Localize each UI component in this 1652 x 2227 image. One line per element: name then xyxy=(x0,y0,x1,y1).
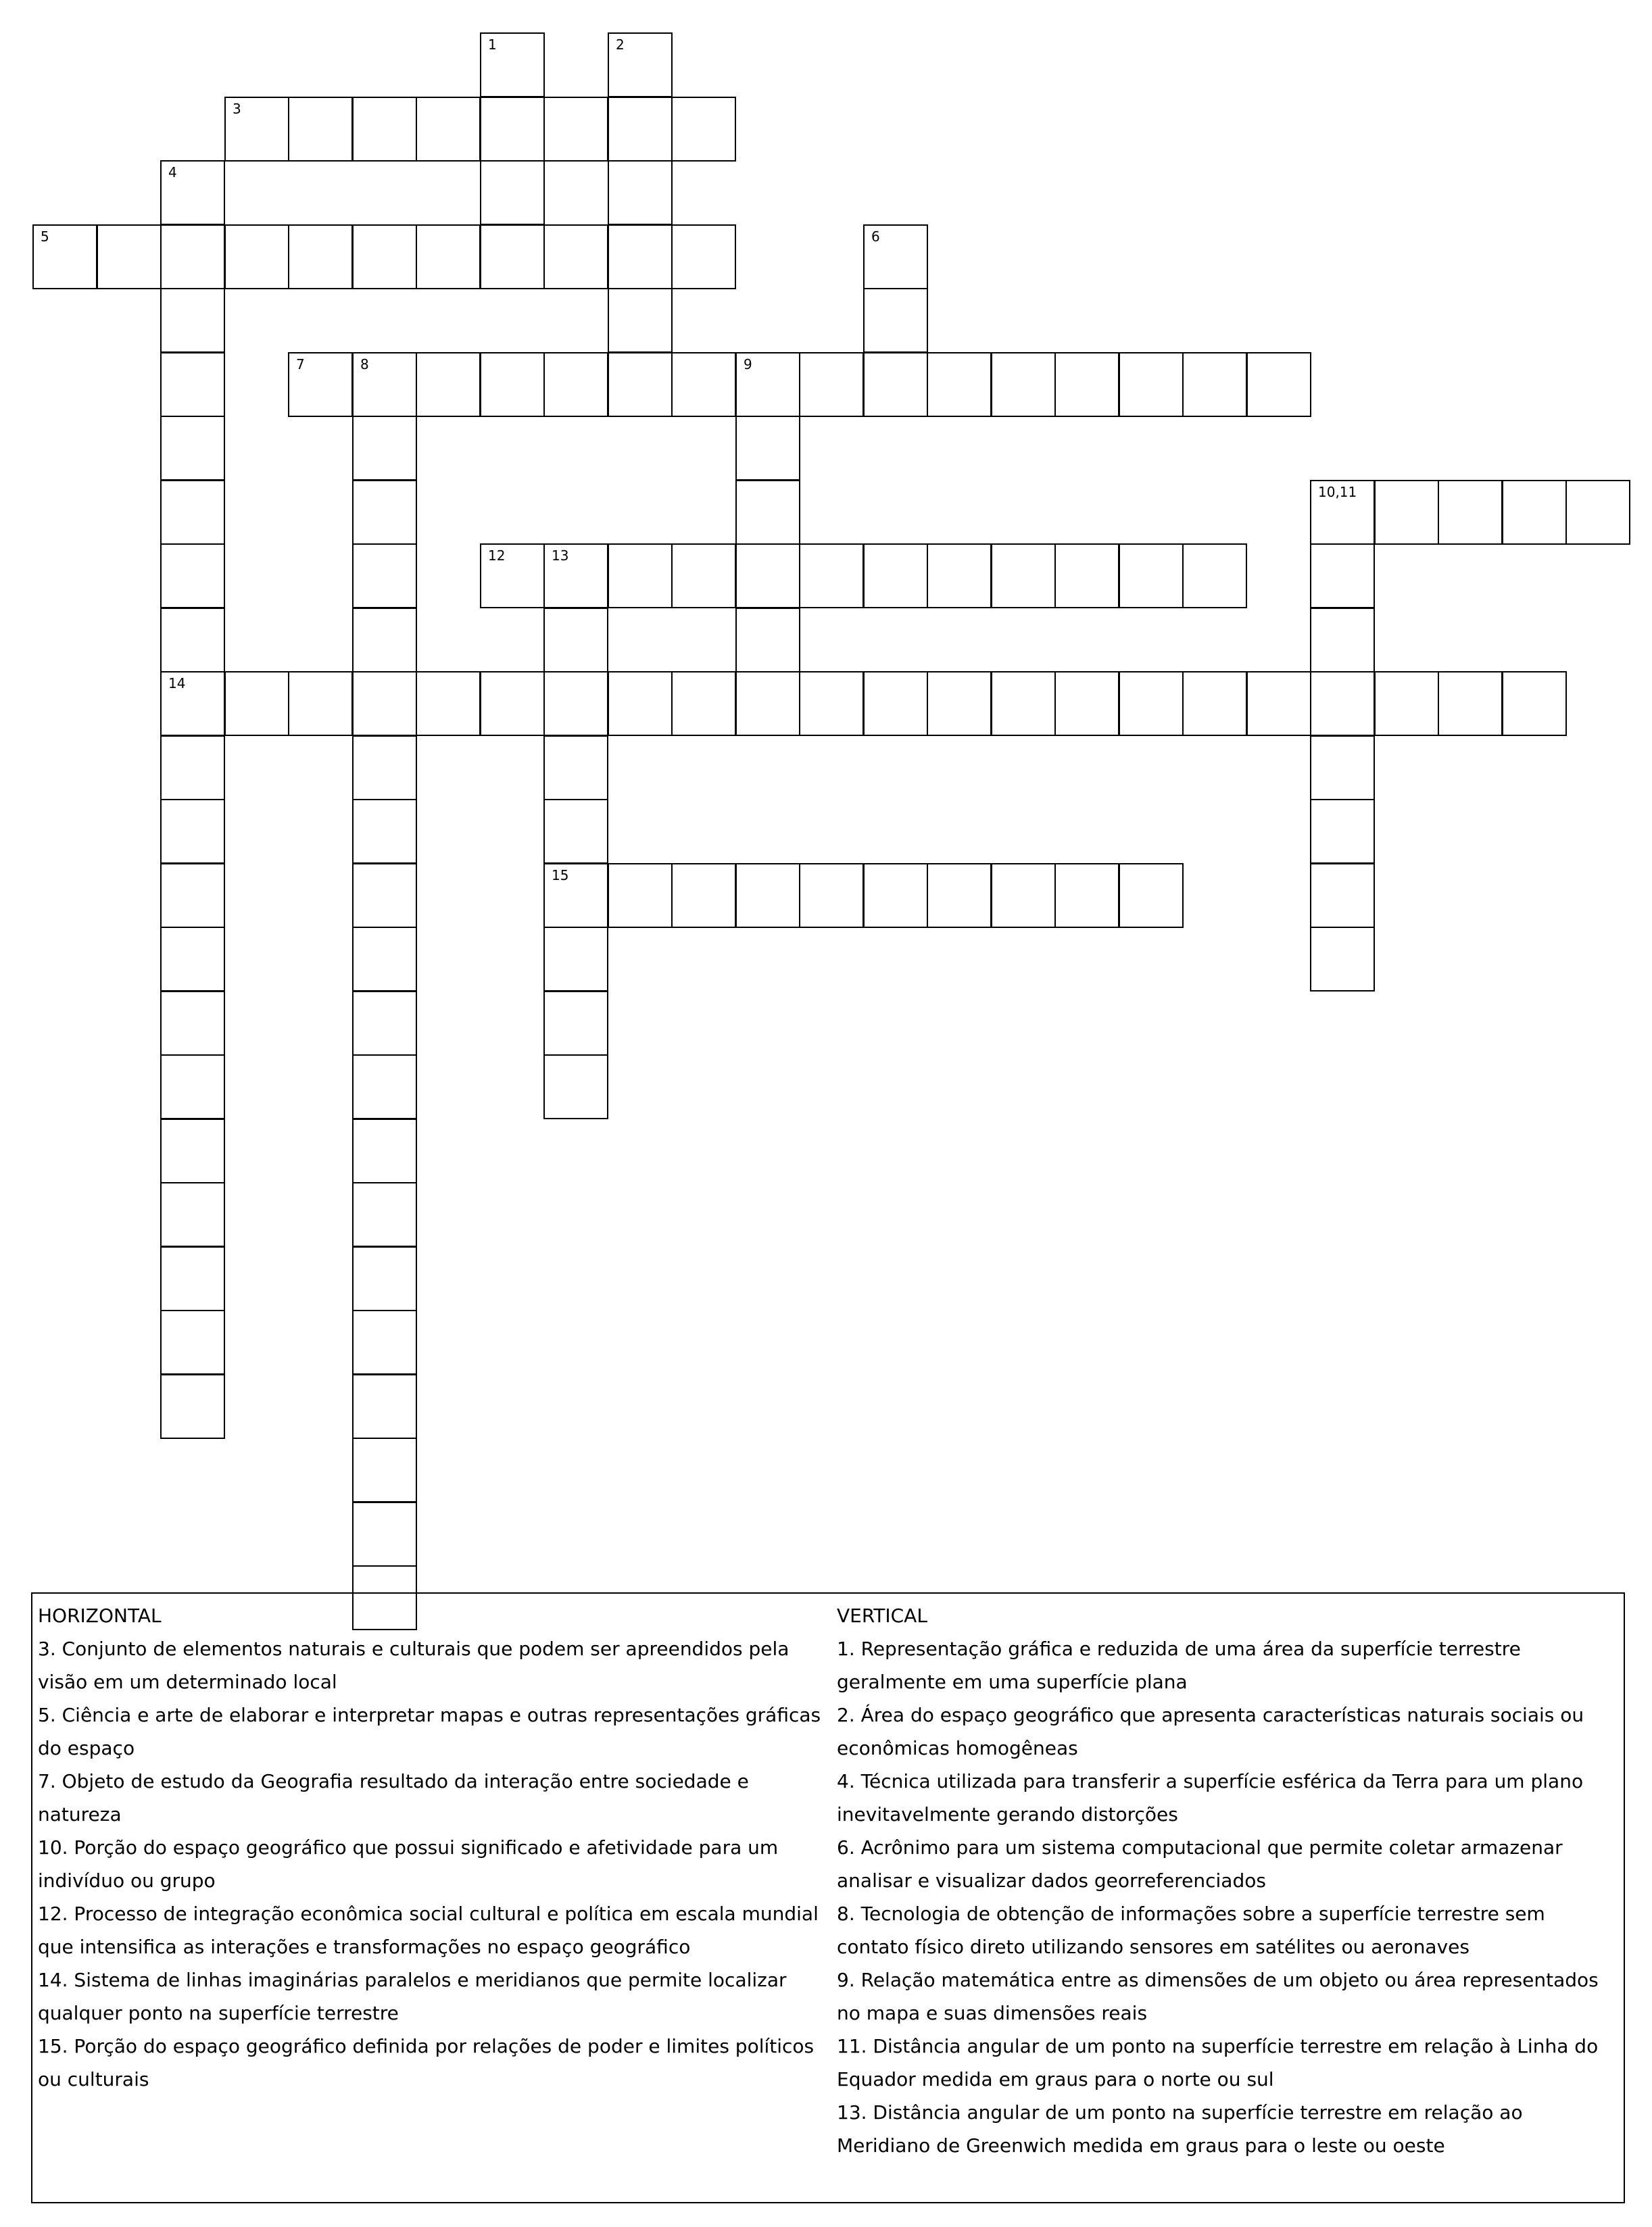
grid-cell[interactable] xyxy=(608,288,673,353)
grid-cell[interactable] xyxy=(160,1054,225,1119)
grid-cell[interactable] xyxy=(352,1246,417,1311)
horizontal-title: HORIZONTAL xyxy=(38,1605,162,1627)
grid-cell[interactable] xyxy=(608,352,673,417)
clue-h-5: 5. Ciência e arte de elaborar e interpretar mapas e outras representações gráficas do espaço xyxy=(38,1704,821,1759)
grid-cell[interactable] xyxy=(927,543,992,608)
grid-cell[interactable] xyxy=(799,863,864,928)
clue-number: 8 xyxy=(360,356,369,372)
grid-cell[interactable] xyxy=(288,97,353,162)
grid-cell[interactable] xyxy=(735,352,800,417)
grid-cell[interactable] xyxy=(1310,671,1375,736)
clues-box xyxy=(31,1592,1625,2203)
grid-cell[interactable] xyxy=(288,352,353,417)
grid-cell[interactable] xyxy=(608,543,673,608)
grid-cell[interactable] xyxy=(352,1310,417,1375)
grid-cell[interactable] xyxy=(1565,480,1630,545)
grid-cell[interactable] xyxy=(160,288,225,353)
grid-cell[interactable] xyxy=(352,1182,417,1247)
grid-cell[interactable] xyxy=(160,1119,225,1183)
grid-cell[interactable] xyxy=(352,1438,417,1502)
grid-cell[interactable] xyxy=(543,991,608,1056)
grid-cell[interactable] xyxy=(1310,863,1375,928)
clue-h-12: 12. Processo de integração econômica social cultural e política em escala mundial que intensifica as interações e transformações no espaço geográfico xyxy=(38,1903,819,1958)
grid-cell[interactable] xyxy=(288,671,353,736)
grid-cell[interactable] xyxy=(97,224,162,289)
clue-v-11: 11. Distância angular de um ponto na superfície terrestre em relação à Linha do Equador medida em graus para o norte ou sul xyxy=(837,2035,1599,2090)
grid-cell[interactable] xyxy=(799,543,864,608)
clue-number: 15 xyxy=(552,867,569,883)
grid-cell[interactable] xyxy=(543,799,608,864)
clue-number: 2 xyxy=(616,36,625,53)
grid-cell[interactable] xyxy=(735,416,800,481)
grid-cell[interactable] xyxy=(1119,543,1184,608)
grid-cell[interactable] xyxy=(480,32,545,97)
grid-cell[interactable] xyxy=(543,352,608,417)
grid-cell[interactable] xyxy=(991,352,1056,417)
grid-cell[interactable] xyxy=(32,224,97,289)
grid-cell[interactable] xyxy=(1119,671,1184,736)
clue-number: 4 xyxy=(168,164,177,180)
grid-cell[interactable] xyxy=(863,352,928,417)
grid-cell[interactable] xyxy=(352,352,417,417)
grid-cell[interactable] xyxy=(416,671,481,736)
grid-cell[interactable] xyxy=(480,97,545,162)
grid-cell[interactable] xyxy=(1502,480,1567,545)
grid-cell[interactable] xyxy=(160,735,225,800)
clue-number: 9 xyxy=(744,356,752,372)
grid-cell[interactable] xyxy=(1182,671,1247,736)
grid-cell[interactable] xyxy=(352,671,417,736)
grid-cell[interactable] xyxy=(1054,543,1119,608)
clue-v-8: 8. Tecnologia de obtenção de informações sobre a superfície terrestre sem contato físico direto utilizando sensores em satélites ou aeronaves xyxy=(837,1903,1545,1958)
grid-cell[interactable] xyxy=(1310,543,1375,608)
grid-cell[interactable] xyxy=(543,927,608,992)
grid-cell[interactable] xyxy=(799,671,864,736)
clue-number: 1 xyxy=(488,36,497,53)
grid-cell[interactable] xyxy=(543,97,608,162)
grid-cell[interactable] xyxy=(160,927,225,992)
grid-cell[interactable] xyxy=(1310,799,1375,864)
clue-v-1: 1. Representação gráfica e reduzida de uma área da superfície terrestre geralmente em uma superfície plana xyxy=(837,1638,1521,1693)
grid-cell[interactable] xyxy=(1310,608,1375,672)
clue-number: 10,11 xyxy=(1318,484,1357,500)
grid-cell[interactable] xyxy=(1310,480,1375,545)
grid-cell[interactable] xyxy=(671,224,736,289)
clue-number: 5 xyxy=(41,228,49,245)
grid-cell[interactable] xyxy=(991,863,1056,928)
grid-cell[interactable] xyxy=(608,160,673,225)
grid-cell[interactable] xyxy=(1054,863,1119,928)
grid-cell[interactable] xyxy=(352,416,417,481)
grid-cell[interactable] xyxy=(1119,863,1184,928)
grid-cell[interactable] xyxy=(352,543,417,608)
grid-cell[interactable] xyxy=(160,991,225,1056)
grid-cell[interactable] xyxy=(735,480,800,545)
grid-cell[interactable] xyxy=(1438,480,1503,545)
grid-cell[interactable] xyxy=(863,543,928,608)
grid-cell[interactable] xyxy=(288,224,353,289)
clue-v-13: 13. Distância angular de um ponto na superfície terrestre em relação ao Meridiano de Greenwich medida em graus para o leste ou oeste xyxy=(837,2101,1523,2157)
clue-number: 12 xyxy=(488,547,506,564)
grid-cell[interactable] xyxy=(352,991,417,1056)
vertical-title: VERTICAL xyxy=(837,1605,927,1627)
grid-cell[interactable] xyxy=(735,863,800,928)
grid-cell[interactable] xyxy=(671,863,736,928)
grid-cell[interactable] xyxy=(608,97,673,162)
vertical-clues-column xyxy=(837,1599,1621,2162)
grid-cell[interactable] xyxy=(480,224,545,289)
grid-cell[interactable] xyxy=(480,352,545,417)
grid-cell[interactable] xyxy=(224,224,289,289)
grid-cell[interactable] xyxy=(352,1502,417,1567)
grid-cell[interactable] xyxy=(416,224,481,289)
grid-cell[interactable] xyxy=(160,160,225,225)
grid-cell[interactable] xyxy=(927,863,992,928)
grid-cell[interactable] xyxy=(416,352,481,417)
grid-cell[interactable] xyxy=(608,671,673,736)
clue-h-14: 14. Sistema de linhas imaginárias paralelos e meridianos que permite localizar qualquer ponto na superfície terrestre xyxy=(38,1969,787,2024)
grid-cell[interactable] xyxy=(352,480,417,545)
grid-cell[interactable] xyxy=(160,1182,225,1247)
grid-cell[interactable] xyxy=(543,1054,608,1119)
grid-cell[interactable] xyxy=(352,1374,417,1439)
grid-cell[interactable] xyxy=(1182,352,1247,417)
grid-cell[interactable] xyxy=(416,97,481,162)
grid-cell[interactable] xyxy=(1246,352,1311,417)
grid-cell[interactable] xyxy=(1502,671,1567,736)
clue-number: 7 xyxy=(296,356,305,372)
clue-v-9: 9. Relação matemática entre as dimensões de um objeto ou área representados no mapa e suas dimensões reais xyxy=(837,1969,1599,2024)
grid-cell[interactable] xyxy=(160,608,225,672)
clue-h-7: 7. Objeto de estudo da Geografia resultado da interação entre sociedade e natureza xyxy=(38,1770,749,1826)
grid-cell[interactable] xyxy=(671,543,736,608)
clue-h-10: 10. Porção do espaço geográfico que possui significado e afetividade para um indivíduo ou grupo xyxy=(38,1836,779,1892)
grid-cell[interactable] xyxy=(160,224,225,289)
grid-cell[interactable] xyxy=(543,735,608,800)
grid-cell[interactable] xyxy=(991,543,1056,608)
grid-cell[interactable] xyxy=(352,927,417,992)
horizontal-clues-column xyxy=(38,1599,829,2096)
grid-cell[interactable] xyxy=(480,671,545,736)
grid-cell[interactable] xyxy=(160,543,225,608)
clue-v-2: 2. Área do espaço geográfico que apresenta características naturais sociais ou econômicas homogêneas xyxy=(837,1704,1584,1759)
grid-cell[interactable] xyxy=(863,288,928,353)
grid-cell[interactable] xyxy=(863,224,928,289)
grid-cell[interactable] xyxy=(160,1374,225,1439)
grid-cell[interactable] xyxy=(160,352,225,417)
grid-cell[interactable] xyxy=(1182,543,1247,608)
grid-cell[interactable] xyxy=(352,799,417,864)
grid-cell[interactable] xyxy=(1054,671,1119,736)
grid-cell[interactable] xyxy=(543,224,608,289)
clue-number: 13 xyxy=(552,547,569,564)
clue-v-4: 4. Técnica utilizada para transferir a superfície esférica da Terra para um plano inevitavelmente gerando distorções xyxy=(837,1770,1584,1826)
grid-cell[interactable] xyxy=(608,32,673,97)
grid-cell[interactable] xyxy=(927,352,992,417)
clue-number: 3 xyxy=(233,101,241,117)
grid-cell[interactable] xyxy=(927,671,992,736)
grid-cell[interactable] xyxy=(863,863,928,928)
grid-cell[interactable] xyxy=(1119,352,1184,417)
grid-cell[interactable] xyxy=(480,160,545,225)
clue-v-6: 6. Acrônimo para um sistema computacional que permite coletar armazenar analisar e visualizar dados georreferenciados xyxy=(837,1836,1563,1892)
grid-cell[interactable] xyxy=(352,1054,417,1119)
grid-cell[interactable] xyxy=(543,543,608,608)
grid-cell[interactable] xyxy=(160,863,225,928)
grid-cell[interactable] xyxy=(543,671,608,736)
grid-cell[interactable] xyxy=(480,543,545,608)
grid-cell[interactable] xyxy=(1438,671,1503,736)
grid-cell[interactable] xyxy=(160,416,225,481)
grid-cell[interactable] xyxy=(352,863,417,928)
grid-cell[interactable] xyxy=(608,863,673,928)
grid-cell[interactable] xyxy=(735,543,800,608)
grid-cell[interactable] xyxy=(1310,735,1375,800)
grid-cell[interactable] xyxy=(1374,480,1439,545)
grid-cell[interactable] xyxy=(160,799,225,864)
grid-cell[interactable] xyxy=(608,224,673,289)
grid-cell[interactable] xyxy=(543,608,608,672)
grid-cell[interactable] xyxy=(160,1246,225,1311)
grid-cell[interactable] xyxy=(160,480,225,545)
grid-cell[interactable] xyxy=(1310,927,1375,992)
grid-cell[interactable] xyxy=(224,97,289,162)
grid-cell[interactable] xyxy=(671,97,736,162)
grid-cell[interactable] xyxy=(352,224,417,289)
grid-cell[interactable] xyxy=(671,671,736,736)
grid-cell[interactable] xyxy=(352,608,417,672)
grid-cell[interactable] xyxy=(160,1310,225,1375)
grid-cell[interactable] xyxy=(991,671,1056,736)
grid-cell[interactable] xyxy=(735,671,800,736)
grid-cell[interactable] xyxy=(1374,671,1439,736)
grid-cell[interactable] xyxy=(735,608,800,672)
grid-cell[interactable] xyxy=(1246,671,1311,736)
grid-cell[interactable] xyxy=(352,1119,417,1183)
clue-h-3: 3. Conjunto de elementos naturais e culturais que podem ser apreendidos pela visão em um determinado local xyxy=(38,1638,789,1693)
grid-cell[interactable] xyxy=(671,352,736,417)
grid-cell[interactable] xyxy=(799,352,864,417)
grid-cell[interactable] xyxy=(224,671,289,736)
grid-cell[interactable] xyxy=(352,97,417,162)
grid-cell[interactable] xyxy=(1054,352,1119,417)
grid-cell[interactable] xyxy=(352,735,417,800)
clue-h-15: 15. Porção do espaço geográfico definida por relações de poder e limites políticos ou culturais xyxy=(38,2035,815,2090)
grid-cell[interactable] xyxy=(543,863,608,928)
clue-number: 14 xyxy=(168,675,186,691)
grid-cell[interactable] xyxy=(863,671,928,736)
grid-cell[interactable] xyxy=(160,671,225,736)
clue-number: 6 xyxy=(871,228,880,245)
